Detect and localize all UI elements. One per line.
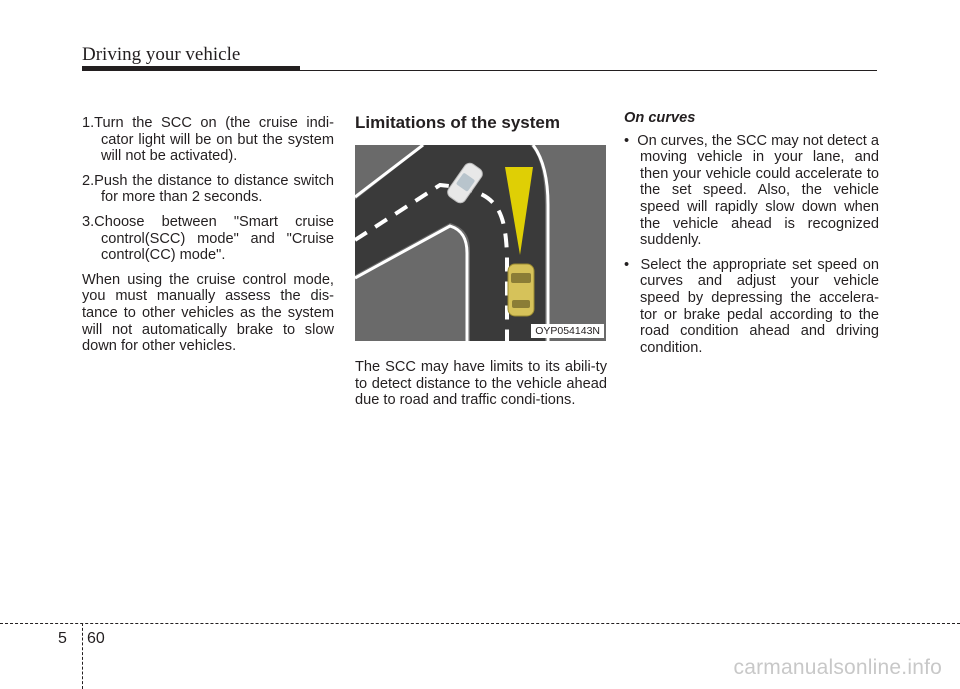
cruise-mode-paragraph: When using the cruise control mode, you must manually assess the dis-tance to other vehicles as the system will not automatically brake to slow down for other vehicles.	[82, 271, 334, 355]
bullet-text: On curves, the SCC may not detect a moving vehicle in your lane, and then your vehicle could accelerate to the set speed. Also, the vehicle speed will rapidly slow down when the vehicle ahead is recognized suddenly.	[637, 132, 879, 249]
footer-divider	[82, 623, 83, 689]
bullet-icon: •	[624, 132, 638, 149]
column-3	[624, 110, 879, 364]
page-number: 60	[87, 630, 105, 647]
bullet-item	[624, 133, 879, 249]
limitations-paragraph: The SCC may have limits to its abili-ty to detect distance to the vehicle ahead due to road and traffic condi-tions.	[355, 359, 607, 409]
section-number: 5	[58, 630, 67, 647]
footer-rule	[0, 623, 960, 624]
subsection-heading: On curves	[624, 110, 696, 126]
figure-caption: OYP054143N	[531, 324, 604, 338]
section-heading: Limitations of the system	[355, 113, 560, 132]
bullet-text: Select the appropriate set speed on curves and adjust your vehicle speed by depressing the accelera-tor or brake pedal according to the road condition ahead and driving condition.	[640, 256, 879, 356]
bullet-icon: •	[624, 256, 641, 273]
column-2	[355, 113, 607, 409]
curve-road-illustration	[355, 145, 606, 341]
instruction-step-1: 1.Turn the SCC on (the cruise indi-cator light will be on but the system will not be activated).	[82, 115, 334, 165]
watermark: carmanualsonline.info	[733, 656, 942, 679]
instruction-step-2: 2.Push the distance to distance switch for more than 2 seconds.	[82, 172, 334, 206]
header-rule	[300, 70, 877, 71]
column-1	[82, 115, 334, 355]
header-bar	[82, 66, 300, 71]
page-header-title: Driving your vehicle	[82, 44, 241, 65]
bullet-item	[624, 257, 879, 357]
curve-illustration	[355, 145, 606, 341]
instruction-step-3: 3.Choose between "Smart cruise control(SCC) mode" and "Cruise control(CC) mode".	[82, 213, 334, 264]
